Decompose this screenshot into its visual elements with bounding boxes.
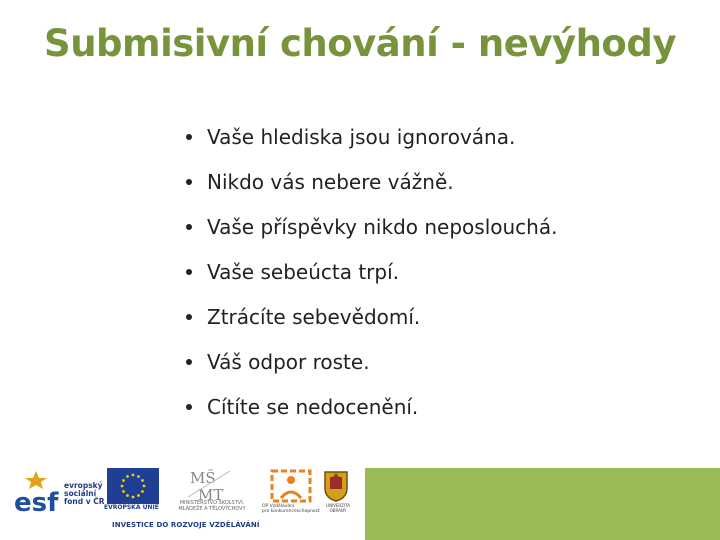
- bullet-item: [185, 159, 705, 204]
- bullet-list: [185, 114, 705, 429]
- op-caption-line: OP Vzdělávání: [262, 504, 295, 509]
- bullet-dot-icon: [186, 359, 192, 365]
- bullet-dot-icon: [186, 314, 192, 320]
- university-crest-icon: [322, 468, 350, 502]
- op-caption: [262, 504, 320, 514]
- op-logo-icon: [268, 468, 314, 504]
- bullet-dot-icon: [186, 224, 192, 230]
- bullet-dot-icon: [186, 134, 192, 140]
- bullet-dot-icon: [186, 404, 192, 410]
- esf-caption-line: fond v ČR: [64, 497, 105, 506]
- university-caption-line: OBRANY: [329, 508, 347, 513]
- msmt-caption-line: MINISTERSTVO ŠKOLSTVÍ,: [179, 500, 245, 506]
- svg-text:esf: esf: [14, 488, 59, 517]
- bullet-text: Vaše příspěvky nikdo neposlouchá.: [207, 214, 558, 239]
- slide-title: Submisivní chování - nevýhody: [44, 22, 676, 65]
- bullet-text: Vaše sebeúcta trpí.: [207, 259, 399, 284]
- footer-logo-strip: [0, 462, 365, 540]
- msmt-caption: [172, 500, 252, 512]
- footer-green-band: [365, 468, 720, 540]
- svg-text:MŠ: MŠ: [190, 469, 216, 487]
- eu-caption: EVROPSKÁ UNIE: [104, 504, 159, 511]
- esf-caption-line: evropský: [64, 481, 103, 490]
- esf-caption-line: sociální: [64, 489, 97, 498]
- investice-slogan: INVESTICE DO ROZVOJE VZDĚLÁVÁNÍ: [112, 521, 260, 529]
- msmt-caption-line: MLÁDEŽE A TĚLOVÝCHOVY: [178, 506, 246, 512]
- svg-text:MT: MT: [198, 486, 224, 503]
- msmt-logo-icon: [186, 467, 232, 503]
- bullet-dot-icon: [186, 269, 192, 275]
- university-caption: [318, 503, 358, 513]
- bullet-text: Vaše hlediska jsou ignorována.: [207, 124, 516, 149]
- bullet-text: Váš odpor roste.: [207, 349, 370, 374]
- esf-caption: [64, 482, 105, 506]
- bullet-text: Cítíte se nedocenění.: [207, 394, 419, 419]
- bullet-item: [185, 339, 705, 384]
- op-caption-line: pro konkurenceschopnost: [262, 509, 320, 514]
- bullet-item: [185, 384, 705, 429]
- bullet-item: [185, 114, 705, 159]
- eu-flag-icon: [107, 468, 159, 504]
- university-caption-line: UNIVERZITA: [326, 503, 350, 508]
- bullet-item: [185, 249, 705, 294]
- bullet-text: Nikdo vás nebere vážně.: [207, 169, 454, 194]
- bullet-text: Ztrácíte sebevědomí.: [207, 304, 421, 329]
- bullet-item: [185, 294, 705, 339]
- bullet-dot-icon: [186, 179, 192, 185]
- bullet-item: [185, 204, 705, 249]
